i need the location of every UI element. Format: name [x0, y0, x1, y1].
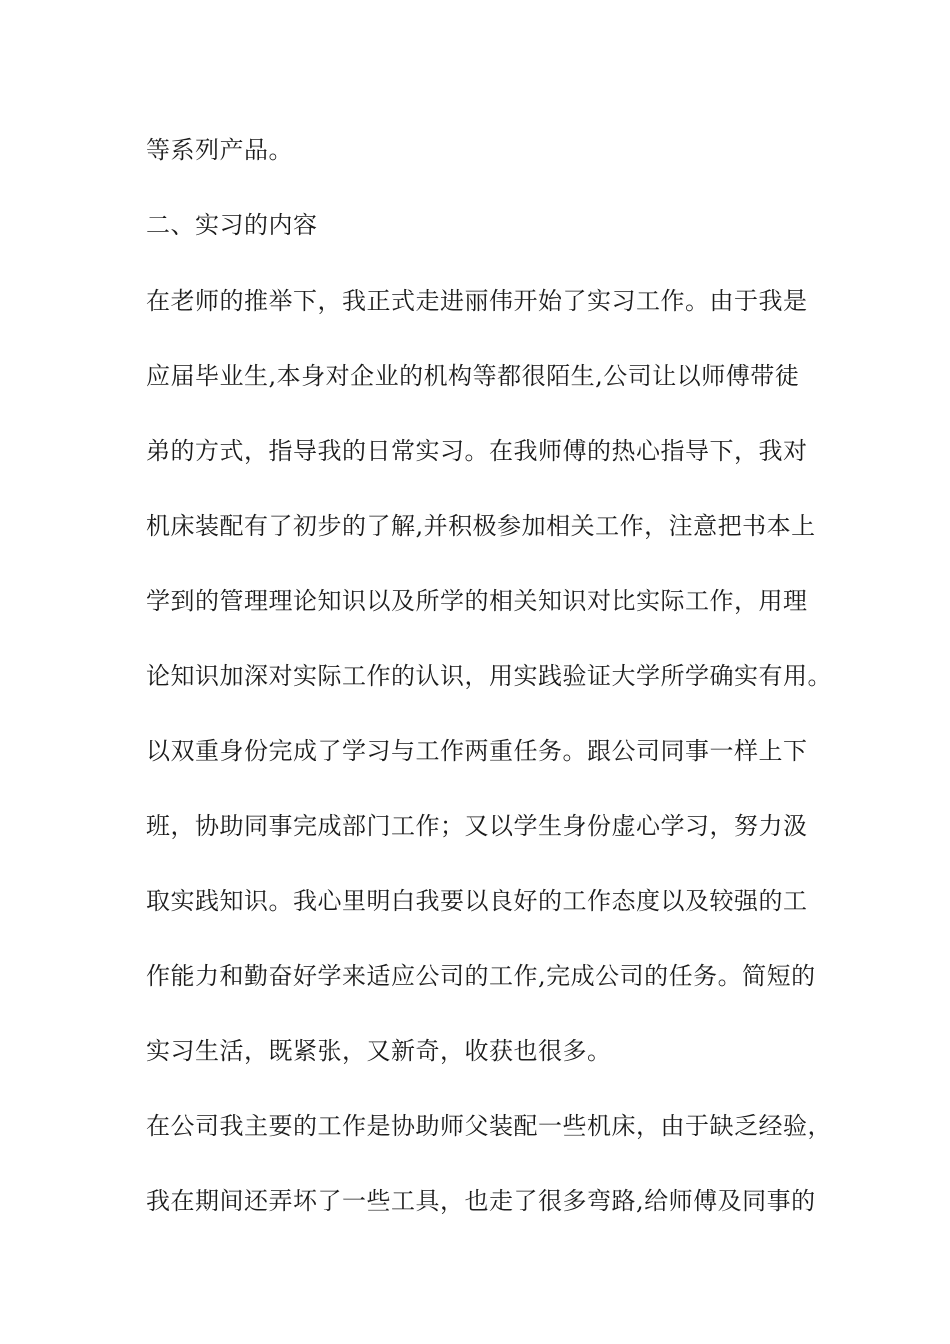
text-line: 我在期间还弄坏了一些工具，也走了很多弯路,给师傅及同事的 — [146, 1187, 816, 1215]
text-line: 机床装配有了初步的了解,并积极参加相关工作，注意把书本上 — [146, 512, 816, 540]
text-line: 班，协助同事完成部门工作；又以学生身份虚心学习，努力汲 — [146, 812, 808, 840]
text-line: 在老师的推举下，我正式走进丽伟开始了实习工作。由于我是 — [146, 287, 808, 315]
text-line: 作能力和勤奋好学来适应公司的工作,完成公司的任务。简短的 — [146, 962, 816, 990]
text-line: 实习生活，既紧张，又新奇，收获也很多。 — [146, 1037, 612, 1065]
text-line: 取实践知识。我心里明白我要以良好的工作态度以及较强的工 — [146, 887, 808, 915]
text-line: 以双重身份完成了学习与工作两重任务。跟公司同事一样上下 — [146, 737, 808, 765]
text-line: 等系列产品。 — [146, 136, 293, 164]
text-line: 论知识加深对实际工作的认识，用实践验证大学所学确实有用。 — [146, 662, 832, 690]
text-line: 弟的方式，指导我的日常实习。在我师傅的热心指导下，我对 — [146, 437, 808, 465]
text-line: 应届毕业生,本身对企业的机构等都很陌生,公司让以师傅带徒 — [146, 362, 800, 390]
text-line: 学到的管理理论知识以及所学的相关知识对比实际工作，用理 — [146, 587, 808, 615]
text-line: 在公司我主要的工作是协助师父装配一些机床，由于缺乏经验， — [146, 1112, 832, 1140]
section-heading: 二、实习的内容 — [146, 211, 318, 239]
